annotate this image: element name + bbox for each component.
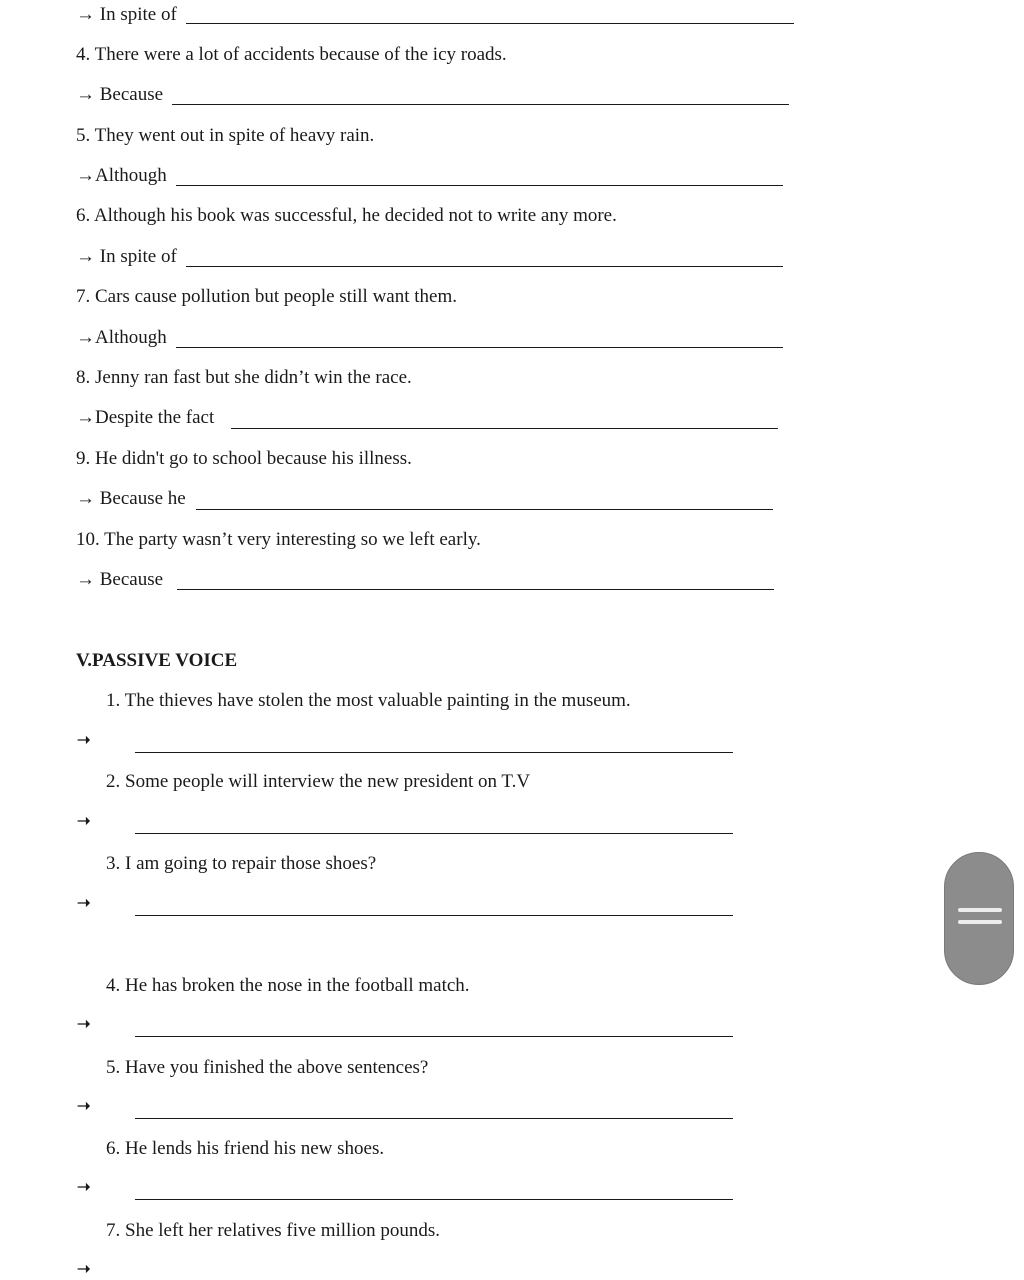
answer-prompt: → Because	[76, 84, 164, 105]
question-text: 4. There were a lot of accidents because of the icy roads.	[76, 44, 507, 65]
question-text: 8. Jenny ran fast but she didn’t win the race.	[76, 367, 412, 388]
arrow-icon: ➝	[77, 1179, 91, 1196]
answer-line[interactable]	[186, 266, 783, 267]
answer-line[interactable]	[231, 428, 778, 429]
answer-line[interactable]	[177, 589, 774, 590]
section-heading: V.PASSIVE VOICE	[76, 650, 238, 671]
answer-line[interactable]	[186, 23, 794, 24]
arrow-icon: ➝	[77, 732, 91, 749]
scroll-handle[interactable]	[944, 852, 1014, 985]
question-text: 4. He has broken the nose in the football match.	[106, 975, 470, 996]
answer-prompt: → In spite of	[76, 4, 177, 25]
answer-line[interactable]	[135, 1199, 733, 1200]
answer-line[interactable]	[135, 1118, 733, 1119]
answer-line[interactable]	[135, 1036, 733, 1037]
question-text: 5. Have you finished the above sentences?	[106, 1057, 429, 1078]
answer-line[interactable]	[172, 104, 789, 105]
question-text: 2. Some people will interview the new president on T.V	[106, 771, 531, 792]
answer-prompt: → In spite of	[76, 246, 177, 267]
question-text: 6. He lends his friend his new shoes.	[106, 1138, 385, 1159]
arrow-icon: ➝	[77, 1016, 91, 1033]
question-text: 7. Cars cause pollution but people still want them.	[76, 286, 457, 307]
arrow-icon: ➝	[77, 813, 91, 830]
question-text: 6. Although his book was successful, he decided not to write any more.	[76, 205, 617, 226]
answer-line[interactable]	[135, 833, 733, 834]
answer-prompt: → Because he	[76, 488, 186, 509]
question-text: 7. She left her relatives five million pounds.	[106, 1220, 441, 1241]
answer-line[interactable]	[135, 915, 733, 916]
answer-prompt: → Because	[76, 569, 164, 590]
question-text: 5. They went out in spite of heavy rain.	[76, 125, 375, 146]
answer-prompt: →Despite the fact	[76, 407, 215, 428]
answer-line[interactable]	[135, 752, 733, 753]
question-text: 10. The party wasn’t very interesting so we left early.	[76, 529, 481, 550]
arrow-icon: ➝	[77, 895, 91, 912]
answer-prompt: →Although	[76, 165, 167, 186]
question-text: 9. He didn't go to school because his illness.	[76, 448, 412, 469]
answer-prompt: →Although	[76, 327, 167, 348]
grip-line-icon	[958, 908, 1002, 912]
grip-line-icon	[958, 920, 1002, 924]
answer-line[interactable]	[176, 185, 783, 186]
answer-line[interactable]	[176, 347, 783, 348]
question-text: 3. I am going to repair those shoes?	[106, 853, 377, 874]
arrow-icon: ➝	[77, 1098, 91, 1115]
arrow-icon: ➝	[77, 1261, 91, 1278]
answer-line[interactable]	[196, 509, 773, 510]
question-text: 1. The thieves have stolen the most valuable painting in the museum.	[106, 690, 631, 711]
